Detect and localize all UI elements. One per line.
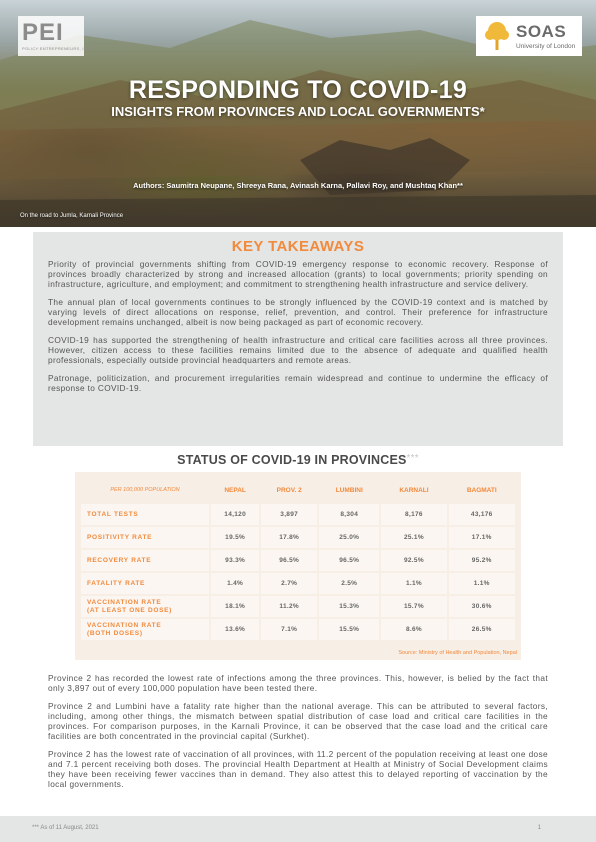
tree-icon [482,21,512,51]
status-heading-text: STATUS OF COVID-19 IN PROVINCES [177,453,407,467]
table-cell: 25.0% [319,527,379,548]
row-label [81,596,209,617]
table-cell: 17.1% [449,527,516,548]
row-label: RECOVERY RATE [81,550,209,571]
row-label-sub: (BOTH DOSES) [87,629,143,637]
row-label-sub: (AT LEAST ONE DOSE) [87,606,173,614]
table-cell: 13.6% [211,619,259,640]
table-cell: 8,304 [319,504,379,525]
table-cell: 19.5% [211,527,259,548]
status-heading [0,453,596,467]
row-label: TOTAL TESTS [81,504,209,525]
table-cell: 93.3% [211,550,259,571]
soas-logo-name: SOAS [516,22,567,41]
table-cell: 1.1% [449,573,516,594]
table-row [81,596,515,617]
table-cell: 43,176 [449,504,516,525]
table-cell: 18.1% [211,596,259,617]
footnote: *** As of 11 August, 2021 [32,825,99,831]
table-cell: 17.8% [261,527,317,548]
status-table [79,476,517,642]
page-number: 1 [537,825,541,831]
column-header: BAGMATI [466,486,497,494]
table-row [81,504,515,525]
row-label-main: VACCINATION RATE [87,621,162,629]
table-cell: 8,176 [381,504,446,525]
takeaway-paragraph: Patronage, politicization, and procurement irregularities remain widespread and continue to undermine the efficacy of response to COVID-19. [48,373,548,393]
table-cell: 7.1% [261,619,317,640]
soas-logo-subtitle: University of London [516,43,576,50]
analysis-section [48,673,548,797]
table-cell: 14,120 [211,504,259,525]
table-cell: 26.5% [449,619,516,640]
row-label: POSITIVITY RATE [81,527,209,548]
table-cell: 96.5% [319,550,379,571]
table-corner-label: PER 100,000 POPULATION [110,487,180,493]
covid-status-table [75,472,521,660]
table-cell: 3,897 [261,504,317,525]
table-cell: 25.1% [381,527,446,548]
table-cell: 15.5% [319,619,379,640]
column-header: LUMBINI [335,486,363,494]
table-cell: 30.6% [449,596,516,617]
table-row [81,550,515,571]
takeaway-paragraph: COVID-19 has supported the strengthening of health infrastructure and critical care facilities across all three provinces. However, citizen access to these facilities remains limited due to the absence of adequate and qualified health professionals, especially outside provincial headquarters and remote areas. [48,335,548,365]
column-header: PROV. 2 [276,486,302,494]
body-paragraph: Province 2 has the lowest rate of vaccination of all provinces, with 11.2 percent of the population receiving at least one dose and 7.1 percent receiving both doses. The provincial Health Department at Health at Ministry of Social Development claims they have been receiving fewer vaccines than in demand. They also attest this to delayed reporting of vaccination by the local governments. [48,749,548,789]
hero-banner [0,0,596,227]
column-header: KARNALI [399,486,429,494]
column-header: NEPAL [224,486,246,494]
soas-logo [476,16,582,56]
table-cell: 95.2% [449,550,516,571]
table-cell: 96.5% [261,550,317,571]
table-cell: 2.7% [261,573,317,594]
status-heading-footnote-mark: *** [406,453,419,464]
table-cell: 15.7% [381,596,446,617]
row-label [81,619,209,640]
table-cell: 1.4% [211,573,259,594]
row-label: FATALITY RATE [81,573,209,594]
table-row [81,619,515,640]
takeaway-paragraph: The annual plan of local governments continues to be strongly influenced by the COVID-19 context and is matched by varying levels of direct allocations on response, relief, prevention, and control. Their preference for infrastructure development remains unchanged, albeit is now being packaged as part of economic recovery. [48,297,548,327]
photo-caption: On the road to Jumla, Karnali Province [20,213,124,219]
key-takeaways-panel [33,232,563,446]
row-label-main: VACCINATION RATE [87,598,162,606]
table-row [81,573,515,594]
body-paragraph: Province 2 has recorded the lowest rate of infections among the three provinces. This, however, is belied by the fact that only 3,897 out of every 100,000 population have been tested there. [48,673,548,693]
key-takeaways-heading: KEY TAKEAWAYS [231,238,365,255]
pei-logo [18,16,91,56]
page-footer [0,816,596,842]
table-cell: 92.5% [381,550,446,571]
pei-logo-mark: PEI [22,19,64,46]
table-cell: 1.1% [381,573,446,594]
table-cell: 2.5% [319,573,379,594]
table-cell: 15.3% [319,596,379,617]
takeaway-paragraph: Priority of provincial governments shifting from COVID-19 emergency response to economic recovery. Response of provinces broadly characterized by strong and increased allocation (grants) to local governments; priority spending on infrastructure, agriculture, and employment; and commitment to strengthening health infrastructure and service delivery. [48,259,548,289]
pei-logo-subtitle: POLICY ENTREPRENEURS, INC [22,46,91,51]
page-subtitle: INSIGHTS FROM PROVINCES AND LOCAL GOVERNMENTS* [111,104,485,119]
table-source: Source: Ministry of Health and Population, Nepal [398,650,517,656]
table-cell: 11.2% [261,596,317,617]
body-paragraph: Province 2 and Lumbini have a fatality rate higher than the national average. This can be attributed to several factors, including, among other things, the mismatch between spatial distribution of case load and critical care facilities in the provinces. For comparison purposes, in the Karnali Province, it can be observed that the case load and the critical care facilities are both concentrated in the provincial capital (Surkhet). [48,701,548,741]
table-header-row [81,478,515,502]
page-title: RESPONDING TO COVID-19 [128,76,468,104]
table-row [81,527,515,548]
table-cell: 8.6% [381,619,446,640]
authors-line: Authors: Saumitra Neupane, Shreeya Rana, Avinash Karna, Pallavi Roy, and Mushtaq Khan** [133,181,463,190]
